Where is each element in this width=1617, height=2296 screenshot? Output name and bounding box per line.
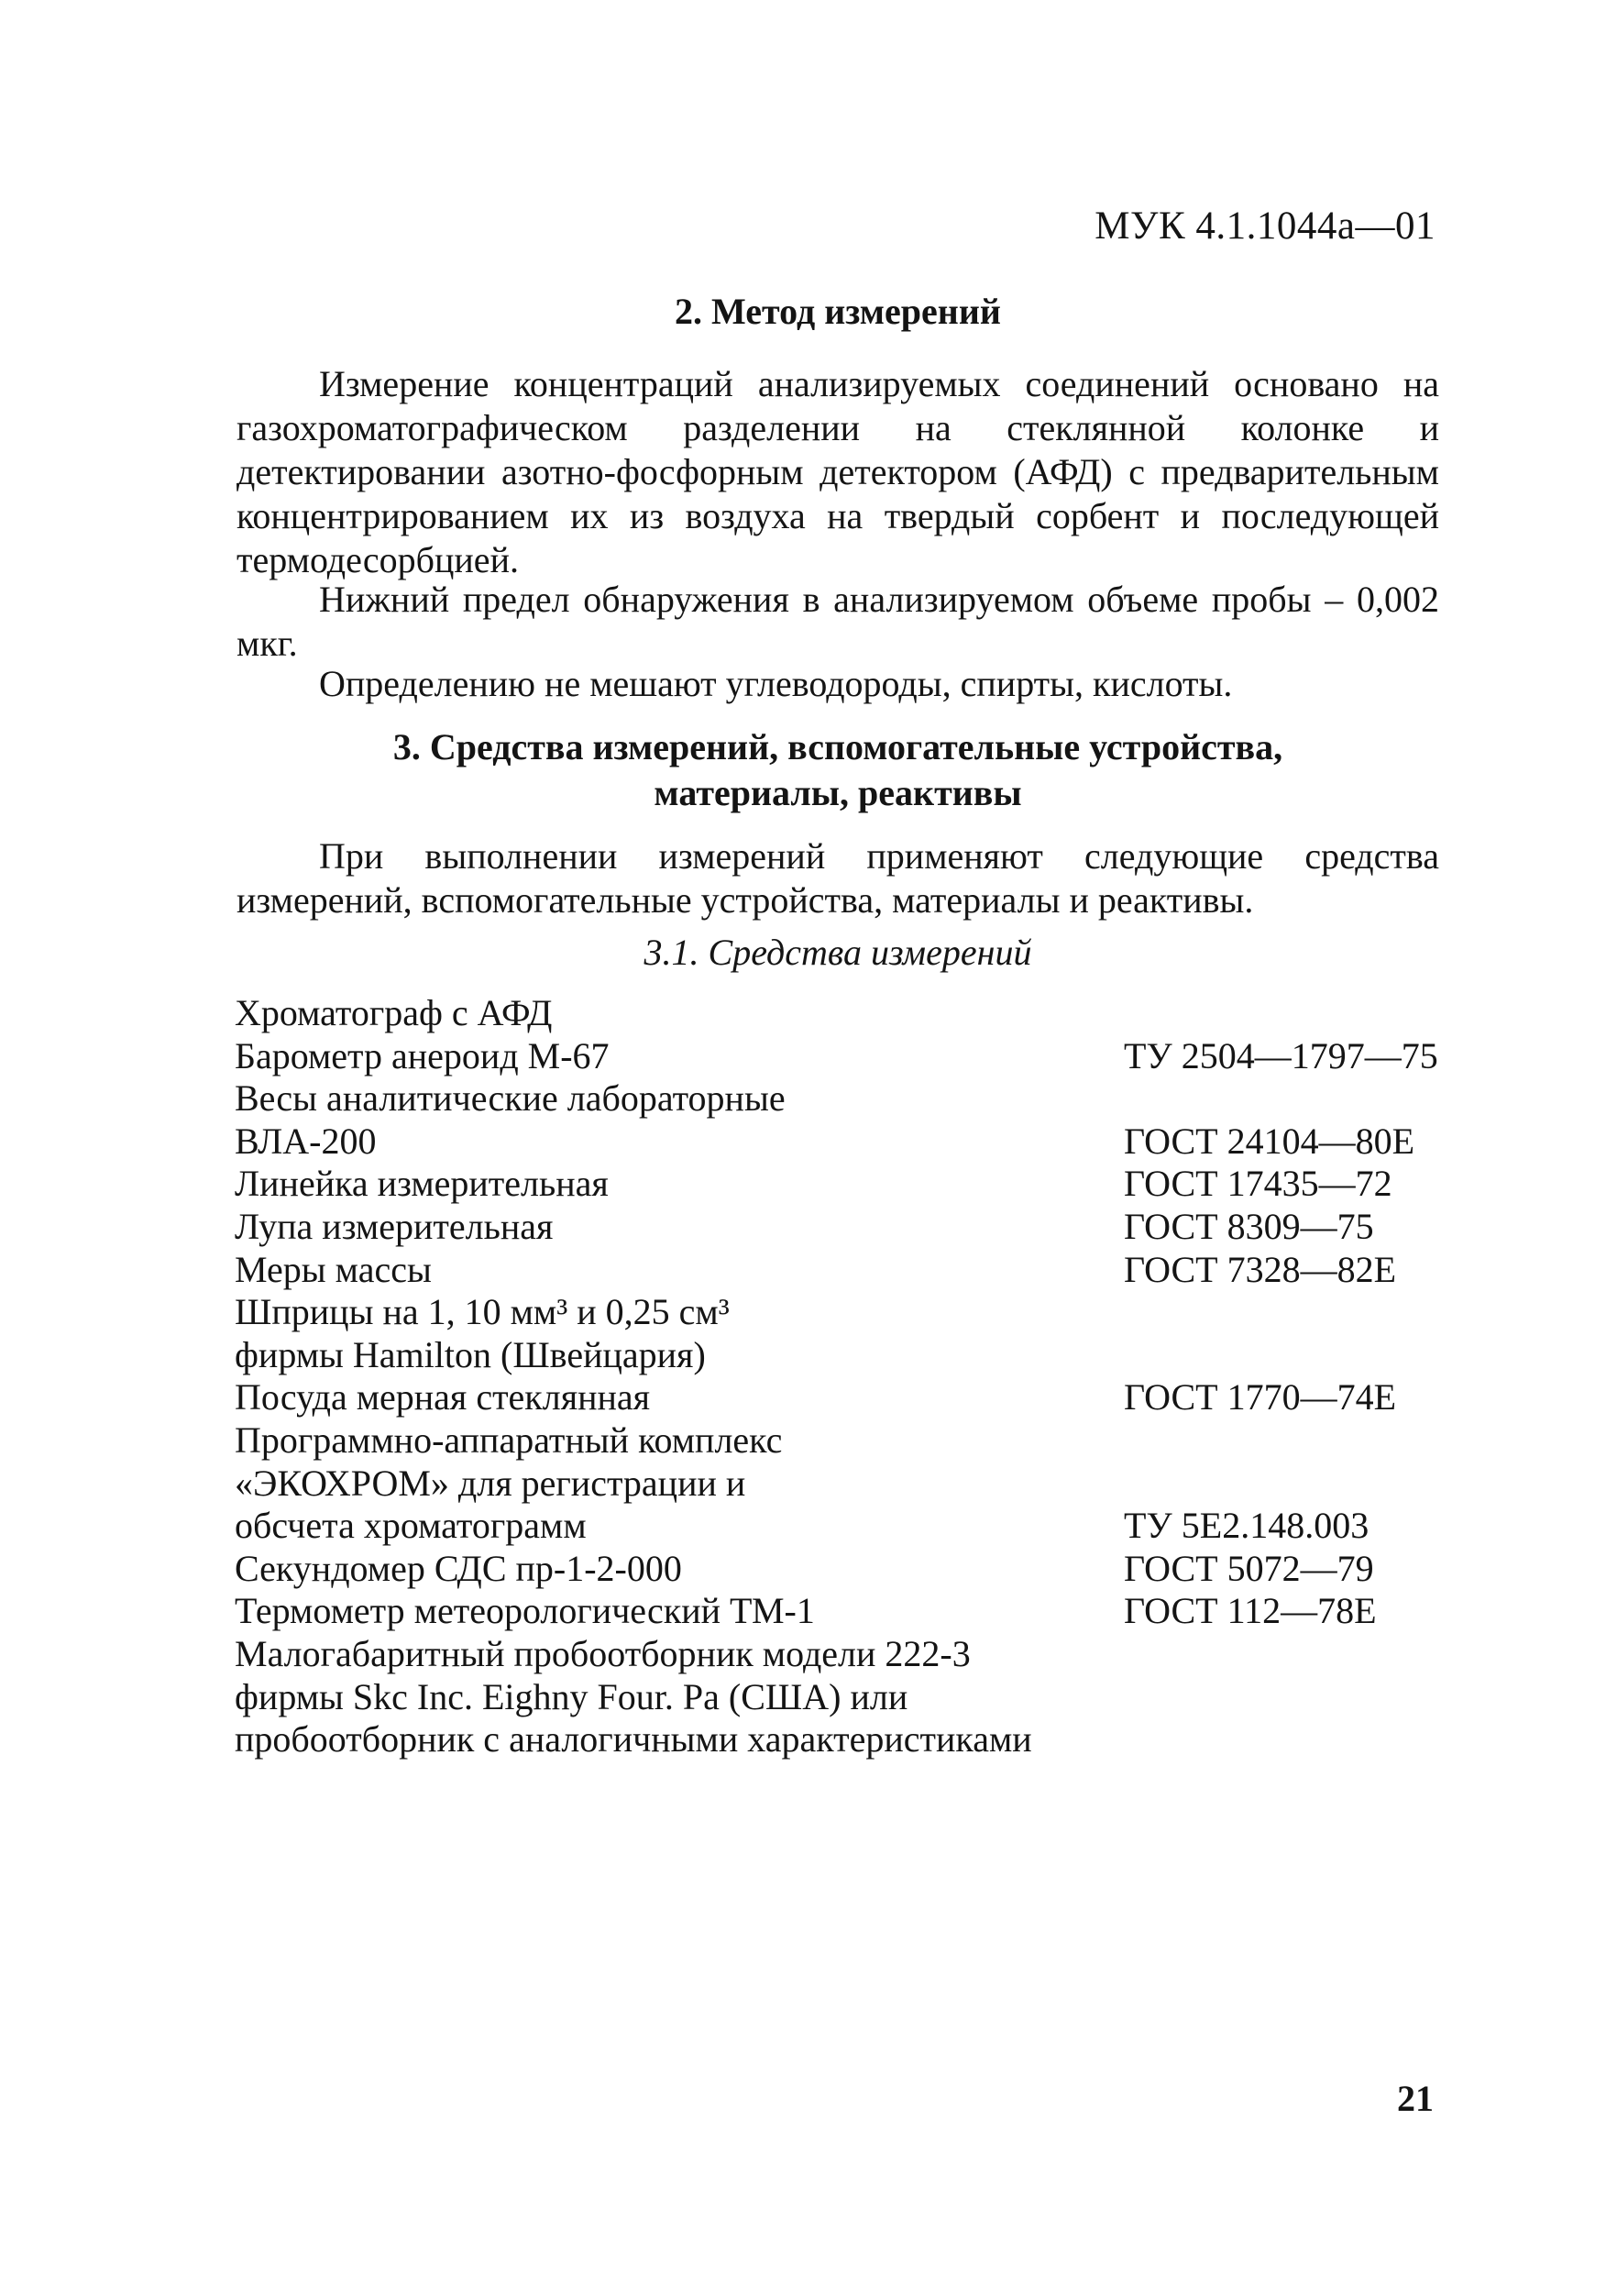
instrument-name: Весы аналитические лабораторные <box>235 1077 786 1120</box>
instrument-name: Линейка измерительная <box>235 1163 609 1205</box>
instrument-name: Секундомер СДС пр-1-2-000 <box>235 1547 682 1589</box>
list-item <box>235 992 1445 1035</box>
instrument-standard: ТУ 5Е2.148.003 <box>1124 1505 1370 1547</box>
instrument-name: пробоотборник с аналогичными характеристиками <box>235 1718 1032 1761</box>
list-item <box>235 1334 1445 1377</box>
list-item <box>235 1291 1445 1334</box>
instrument-standard: ГОСТ 1770—74Е <box>1124 1376 1397 1418</box>
paragraph-text: Определению не мешают углеводороды, спирты, кислоты. <box>319 663 1233 704</box>
section-2-paragraph-3 <box>236 662 1439 706</box>
instrument-standard: ГОСТ 112—78Е <box>1124 1590 1377 1632</box>
instrument-name: фирмы Skc Inc. Eighny Four. Pa (США) или <box>235 1675 908 1717</box>
section-2-heading: 2. Метод измерений <box>675 291 1001 332</box>
section-2-paragraph-2 <box>236 578 1439 666</box>
section-3-heading-line-1: 3. Средства измерений, вспомогательные устройства, <box>392 726 1283 767</box>
instrument-name: Лупа измерительная <box>235 1205 554 1247</box>
list-item <box>235 1718 1445 1761</box>
instrument-name: Посуда мерная стеклянная <box>235 1376 651 1418</box>
section-3-heading-line-2: материалы, реактивы <box>654 772 1022 813</box>
document-code: МУК 4.1.1044а—01 <box>1094 204 1436 248</box>
instrument-standard: ГОСТ 17435—72 <box>1124 1163 1392 1205</box>
list-item <box>235 1035 1445 1078</box>
paragraph-text: При выполнении измерений применяют следующие средства измерений, вспомогательные устройства, материалы и реактивы. <box>236 835 1439 921</box>
list-item <box>235 1419 1445 1463</box>
instrument-standard: ГОСТ 8309—75 <box>1124 1205 1374 1247</box>
paragraph-text: Измерение концентраций анализируемых соединений основано на газохроматографическом разделении на стеклянной колонке и детектировании азотно-фосфорным детектором (АФД) с предварительным концентрированием их из воздуха на твердый сорбент и последующей термодесорбцией. <box>236 363 1439 580</box>
instrument-name: ВЛА-200 <box>235 1120 377 1162</box>
paragraph-text: Нижний предел обнаружения в анализируемом объеме пробы – 0,002 мкг. <box>236 579 1439 664</box>
list-item <box>235 1463 1445 1506</box>
subsection-3-1-heading: 3.1. Средства измерений <box>644 932 1032 973</box>
list-item <box>235 1163 1445 1206</box>
section-2-paragraph-1 <box>236 362 1439 582</box>
section-3-intro <box>236 834 1439 922</box>
list-item <box>235 1676 1445 1719</box>
instrument-name: обсчета хроматограмм <box>235 1505 587 1547</box>
instruments-list <box>235 992 1445 1761</box>
list-item <box>235 1548 1445 1591</box>
instrument-name: «ЭКОХРОМ» для регистрации и <box>235 1462 746 1504</box>
instrument-standard: ГОСТ 7328—82Е <box>1124 1248 1397 1290</box>
page-number: 21 <box>1397 2078 1434 2119</box>
instrument-name: Шприцы на 1, 10 мм³ и 0,25 см³ <box>235 1291 730 1333</box>
instrument-standard: ГОСТ 5072—79 <box>1124 1547 1374 1589</box>
instrument-name: Барометр анероид М-67 <box>235 1034 610 1076</box>
instrument-name: Термометр метеорологический ТМ-1 <box>235 1590 815 1632</box>
list-item <box>235 1376 1445 1419</box>
instrument-standard: ТУ 2504—1797—75 <box>1124 1034 1438 1076</box>
instrument-name: Хроматограф с АФД <box>235 992 553 1033</box>
instrument-name: Меры массы <box>235 1248 432 1290</box>
list-item <box>235 1120 1445 1164</box>
instrument-name: Программно-аппаратный комплекс <box>235 1418 783 1461</box>
list-item <box>235 1077 1445 1120</box>
instrument-name: фирмы Hamilton (Швейцария) <box>235 1333 706 1375</box>
list-item <box>235 1249 1445 1292</box>
list-item <box>235 1206 1445 1249</box>
list-item <box>235 1505 1445 1548</box>
instrument-name: Малогабаритный пробоотборник модели 222-3 <box>235 1632 971 1674</box>
list-item <box>235 1633 1445 1676</box>
instrument-standard: ГОСТ 24104—80Е <box>1124 1120 1415 1162</box>
list-item <box>235 1590 1445 1633</box>
